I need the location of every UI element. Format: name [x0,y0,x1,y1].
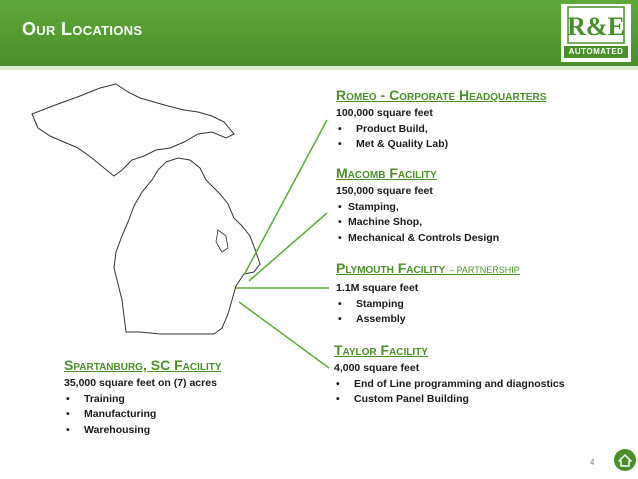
location-title: Taylor Facility [334,342,428,358]
list-item: • Assembly [336,312,520,328]
macomb-connector [249,213,327,281]
location-plymouth [336,259,520,328]
list-item: • Custom Panel Building [334,392,565,408]
romeo-connector [244,120,327,275]
location-size: 35,000 square feet on (7) acres [64,377,217,389]
location-macomb [336,164,499,246]
list-item: • Machine Shop, [336,215,499,231]
list-item: • Stamping [336,297,520,313]
location-title [336,259,520,279]
location-title: Romeo - Corporate Headquarters [336,87,547,103]
home-button[interactable] [614,449,636,471]
page-number: 4 [590,458,595,467]
location-title: Macomb Facility [336,165,437,181]
logo-mark-text: R&E [567,12,625,41]
list-item: • End of Line programming and diagnostics [334,377,565,393]
page-title-second: Locations [61,19,143,39]
location-spartanburg [64,356,222,438]
location-title: Spartanburg, SC Facility [64,357,222,373]
location-size: 1.1M square feet [336,282,419,294]
list-item: • Product Build, [336,122,546,138]
location-romeo [336,86,546,153]
partnership-label: – PARTNERSHIP [449,265,520,275]
list-item: • Manufacturing [64,407,222,423]
home-icon [614,449,636,471]
logo-text: AUTOMATED [564,46,628,58]
location-taylor [334,341,565,408]
list-item: • Training [64,392,222,408]
taylor-connector [239,302,329,368]
location-title-text: Plymouth Facility [336,260,450,276]
location-size: 150,000 square feet [336,185,433,197]
list-item: • Met & Quality Lab) [336,137,546,153]
location-size: 4,000 square feet [334,362,420,374]
list-item: • Mechanical & Controls Design [336,231,499,247]
list-item: • Stamping, [336,200,499,216]
list-item: • Warehousing [64,423,222,439]
location-size: 100,000 square feet [336,107,433,119]
page-title-first: Our [22,19,56,39]
